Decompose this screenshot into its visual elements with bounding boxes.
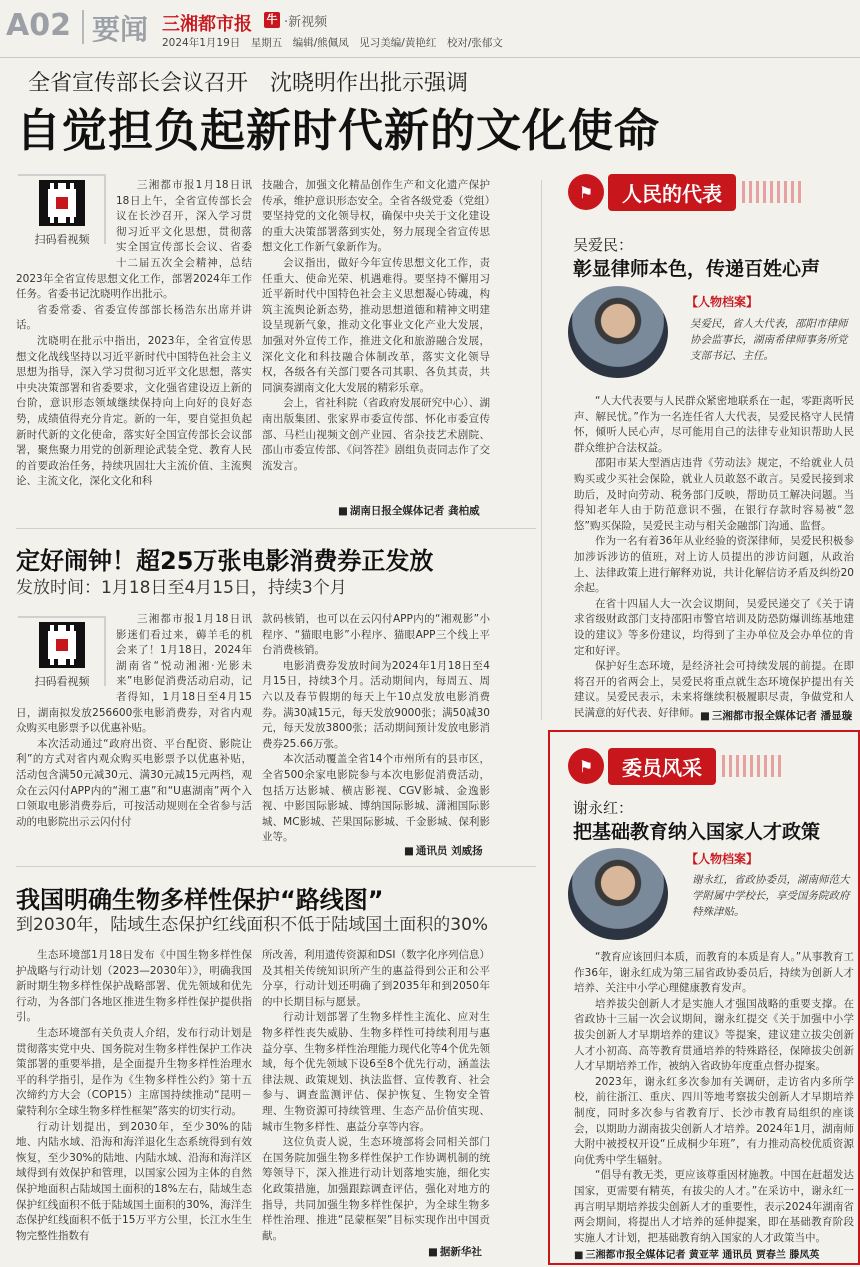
right1-person-name: 吴爱民：	[573, 236, 634, 254]
paragraph: 本次活动覆盖全省14个市州所有的县市区，全省500余家电影院参与本次电影促消费活动，包括万达影城、横店影视、CGV影城、金逸影视、中影国际影城、博纳国际影城、潇湘国际影城、MC影城、芒果国际影城、千金影城、保利影业等。	[262, 753, 490, 844]
right2-profile-tag: 【人物档案】	[686, 852, 759, 866]
paragraph: 电影消费券发放时间为2024年1月18日至4月15日，持续3个月。活动期间内，每周五、周六以及春节假期的每天上午10点发放电影消费券。满30减15元，每天发放9000张；满50减30元，每天发放3800张；活动期间预计发放电影消费券25.66万张。	[262, 659, 490, 750]
lead-byline: ■ 湖南日报全媒体记者 龚柏威	[338, 503, 480, 518]
right1-avatar	[568, 286, 668, 378]
article3-subtitle: 到2030年，陆域生态保护红线面积不低于陆域国土面积的30%	[16, 915, 489, 935]
lead-headline: 自觉担负起新时代新的文化使命	[16, 104, 661, 157]
divider	[16, 866, 536, 867]
right2-title: 把基础教育纳入国家人才政策	[573, 821, 821, 843]
people-icon: ⚑	[568, 748, 604, 784]
masthead-rule	[0, 57, 860, 58]
article3-column-1	[16, 948, 252, 1262]
right1-profile: 吴爱民，省人大代表，邵阳市律师协会监事长，湖南希律师事务所党支部书记、主任。	[690, 318, 848, 362]
right2-profile: 谢永红，省政协委员，湖南师范大学附属中学校长，享受国务院政府特殊津贴。	[692, 874, 850, 918]
people-icon: ⚑	[568, 174, 604, 210]
article2-column-2	[262, 612, 490, 844]
article3-column-2	[262, 948, 490, 1244]
paragraph: 三湘都市报1月18日讯 18日上午，全省宣传部长会议在长沙召开，深入学习贯彻习近平文化思想，贯彻落实全国宣传部长会议、省委十二届五次全会精神，总结2023年全省宣传思想文化工作，部署2024年工作任务。省委书记沈晓明作出批示。	[16, 179, 252, 301]
article2-byline: ■ 通讯员 刘威扬	[404, 843, 483, 858]
article2-headline: 定好闹钟！超25万张电影消费券正发放	[16, 547, 434, 575]
right1-banner	[568, 170, 802, 214]
app-name: ·新视频	[284, 15, 328, 30]
paragraph: “教育应该回归本质，而教育的本质是育人。”从事教育工作36年，谢永红成为第三届省政协委员后，持续为创新人才培养、关注中小学心理健康教育发声。	[574, 951, 854, 995]
paragraph: 生态环境部1月18日发布《中国生物多样性保护战略与行动计划（2023—2030年）》，明确我国新时期生物多样性保护战略部署、优先领域和优先行动，为各部门各地区推进生物多样性保护提供指引。	[16, 949, 252, 1024]
lead-column-1	[16, 178, 252, 514]
lead-column-2	[262, 178, 490, 496]
paragraph: “人大代表要与人民群众紧密地联系在一起，零距离听民声、解民忧。”作为一名连任省人大代表，吴爱民格守人民情怀，倾听人民心声，尽可能用自己的法律专业知识帮助人民群众维护合法权益。	[574, 395, 854, 454]
divider	[16, 528, 536, 529]
paragraph: 邵阳市某大型酒店违背《劳动法》规定，不给就业人员购买或少买社会保险，就业人员敢怒不敢言。吴爱民接到求助后，及时向劳动、税务部门反映，帮助员工解决问题。当得知老年人由于防范意识不强，在银行存款时容易被“忽悠”购买保险，吴爱民主动与相关金融部门沟通、监督。	[574, 457, 854, 532]
banner-label: 委员风采	[608, 748, 716, 785]
paragraph: 所改善，利用遗传资源和DSI（数字化序列信息）及其相关传统知识所产生的惠益得到公正和公平分享，行动计划还明确了到2035年和到2050年的中长期目标与愿景。	[262, 949, 490, 1008]
paragraph: 款码核销，也可以在云闪付APP内的“湘观影”小程序、“猫眼电影”小程序、猫眼APP三个线上平台消费核销。	[262, 613, 490, 657]
article3-byline: ■ 据新华社	[428, 1244, 482, 1259]
article3-headline: 我国明确生物多样性保护“路线图”	[16, 886, 384, 914]
qr-label: 扫码看视频	[34, 675, 90, 688]
article2-column-1	[16, 612, 252, 850]
lead-kicker: 全省宣传部长会议召开 沈晓明作出批示强调	[28, 71, 469, 96]
right2-body	[574, 950, 854, 1242]
column-rule	[541, 180, 542, 720]
section-title: 要闻	[92, 13, 149, 46]
right1-byline: ■ 三湘都市报全媒体记者 潘显璇	[700, 708, 852, 723]
paper-name: 三湘都市报	[162, 14, 252, 35]
right1-title: 彰显律师本色，传递百姓心声	[573, 258, 821, 280]
paragraph: 保护好生态环境，是经济社会可持续发展的前提。在即将召开的省两会上，吴爱民将重点就生态环境保护提出有关建议。吴爱民表示，未来将继续积极履职尽责，争做党和人民满意的好代表、好律师。	[574, 660, 854, 719]
paragraph: 培养拔尖创新人才是实施人才强国战略的重要支撑。在省政协十三届一次会议期间，谢永红提交《关于加强中小学拔尖创新人才早期培养的建议》等提案，建议建立拔尖创新人才小初高、高等教育贯通培养的特殊路径，保障拔尖创新人才早期培养工作，被纳入省政协年度重点督办提案。	[574, 997, 854, 1073]
right2-person-name: 谢永红：	[573, 799, 634, 817]
right2-banner	[568, 744, 782, 788]
paragraph: 会议指出，做好今年宣传思想文化工作，责任重大、使命光荣、机遇难得。要坚持不懈用习近平新时代中国特色社会主义思想凝心铸魂，构筑主流舆论新态势，推动思想道德和精神文明建设呈现新气象，推动文化事业文化产业大发展，加强对外宣传工作，推进文化和旅游融合发展，深化文化和科技融合体制改革，落实文化领导权，各级各有关部门要各司其职、各负其责，共同演奏湖南文化大发展的精彩乐章。	[262, 256, 490, 394]
paragraph: 本次活动通过“政府出资、平台配资、影院让利”的方式对省内观众购买电影票予以优惠补贴，活动包含满50元减30元、满30元减15元两档，观众在云闪付APP内的“湘工惠”和“U惠湖南”两个入口领取电影消费券后，可按活动规则在全省参与活动的电影院出示云闪付付	[16, 737, 252, 828]
paragraph: 作为一名有着36年从业经验的资深律师，吴爱民积极参加涉诉涉访的值班，对上访人员提出的涉访问题，从政治上、法律政策上进行解释劝说，共计化解信访矛盾及纠纷20余起。	[574, 535, 854, 595]
paragraph: 沈晓明在批示中指出，2023年，全省宣传思想文化战线坚持以习近平新时代中国特色社会主义思想为指导，深入学习贯彻习近平文化思想，落实中央决策部署和省委要求，文化强省建设迈上新的台阶，意识形态领域继续保持向上向好的良好态势，成绩值得充分肯定。新的一年，要自觉担负起新时代新的文化使命，落实好全国宣传部长会议部署，聚焦聚力用党的创新理论武装全党、教育人民的首要政治任务，持续巩固壮大主流价值、主流舆论、主流文化，深化文化和科	[16, 334, 252, 488]
date-line: 2024年1月19日 星期五 编辑/熊佩凤 见习美编/黄艳红 校对/张郁文	[162, 37, 503, 49]
paragraph: “倡导有教无类，更应该尊重因材施教。中国在赶超发达国家，更需要有精英，有拔尖的人才。”在采访中，谢永红一再言明早期培养拔尖创新人才的重要性，表示2024年湖南省两会期间，将提出人才培养的延伸提案，即在基础教育阶段实施人才计划，把基础教育纳入国家的人才政策当中。	[574, 1169, 854, 1244]
right2-avatar	[568, 848, 668, 940]
app-logo-icon: 牛	[264, 12, 280, 28]
paragraph: 2023年，谢永红多次参加有关调研，走访省内多所学校，前往浙江、重庆、四川等地考察拔尖创新人才早期培养制度，同时多次参与省教育厅、长沙市教育局组织的座谈会，以期助力湖南拔尖创新人才培养。2024年1月，湖南师大附中被授权开设“丘成桐少年班”，有力推动高校优质资源向优秀中学生辐射。	[574, 1075, 854, 1166]
paragraph: 三湘都市报1月18日讯 影迷们看过来，薅羊毛的机会来了！1月18日，2024年湖南省“悦动湘湘·光影未来”电影促消费活动启动，记者得知，1月18日至4月15日，湖南拟发放256600张电影消费券，对省内观众购买电影票予以优惠补贴。	[16, 613, 252, 735]
page-number: A02	[6, 8, 71, 43]
right1-profile-tag: 【人物档案】	[686, 295, 759, 309]
paragraph: 行动计划部署了生物多样性主流化、应对生物多样性丧失威胁、生物多样性可持续利用与惠益分享、生物多样性治理能力现代化等4个优先领域，每个优先领域下设6至8个优先行动，涵盖法律法规、政策规划、执法监督、宣传教育、社会参与、调查监测评估、保护恢复、生物安全管理、生物资源可持续管理、生态产品价值实现、城市生物多样性、惠益分享等内容。	[262, 1011, 490, 1133]
paragraph: 在省十四届人大一次会议期间，吴爱民递交了《关于请求省级财政部门支持邵阳市警官培训及防恐防爆训练基地建设的建议》等多份建议，均得到了主办单位及会办单位的肯定和好评。	[574, 597, 854, 657]
qr-label: 扫码看视频	[34, 233, 90, 246]
paragraph: 会上，省社科院（省政府发展研究中心）、湖南出版集团、张家界市委宣传部、怀化市委宣传部、马栏山视频文创产业园、省杂技艺术剧院、邵山市委宣传部、《问答茬》剧组负责同志作了交流发言。	[262, 397, 490, 472]
banner-decoration	[722, 755, 782, 777]
banner-decoration	[742, 181, 802, 203]
paragraph: 省委常委、省委宣传部部长杨浩东出席并讲话。	[16, 303, 252, 332]
paragraph: 行动计划提出，到2030年，至少30%的陆地、内陆水域、沿海和海洋退化生态系统得到有效恢复，至少30%的陆地、内陆水域、沿海和海洋区域得到有效保护和管理，以国家公园为主体的自然保护地面积占陆域国土面积的18%左右，陆域生态保护红线面积不低于陆域国土面积的30%，海洋生态保护红线面积不低于15万平方公里，长江水生生物完整性指数有	[16, 1120, 252, 1242]
right2-byline: ■ 三湘都市报全媒体记者 黄亚苹 通讯员 贾春兰 滕凤英	[574, 1246, 819, 1261]
paragraph: 这位负责人说，生态环境部将会同相关部门在国务院加强生物多样性保护工作协调机制的统筹领导下，深入推进行动计划落地实施，细化实化政策措施，加强跟踪调查评估，强化对地方的指导，共同加强生物多样性保护，为全球生物多样性治理、推进“昆蒙框架”目标实现作出中国贡献。	[262, 1136, 490, 1242]
paragraph: 生态环境部有关负责人介绍，发布行动计划是贯彻落实党中央、国务院对生物多样性保护工作决策部署的重要举措，是全面提升生物多样性治理水平的科学指引，是作为《生物多样性公约》第十五次缔约方大会（COP15）主席国持续推动“昆明－蒙特利尔全球生物多样性框架”落实的切实行动。	[16, 1026, 252, 1117]
masthead-divider	[82, 10, 84, 44]
masthead	[0, 0, 860, 58]
article2-subtitle: 发放时间：1月18日至4月15日，持续3个月	[16, 578, 347, 598]
paragraph: 技融合，加强文化精品创作生产和文化遗产保护传承，维护意识形态安全。全省各级党委（党组）要坚持党的文化领导权，确保中央关于文化建设的重大决策部署落到实处，努力展现全省宣传思想文化工作新气象新作为。	[262, 179, 490, 254]
banner-label: 人民的代表	[608, 174, 736, 211]
